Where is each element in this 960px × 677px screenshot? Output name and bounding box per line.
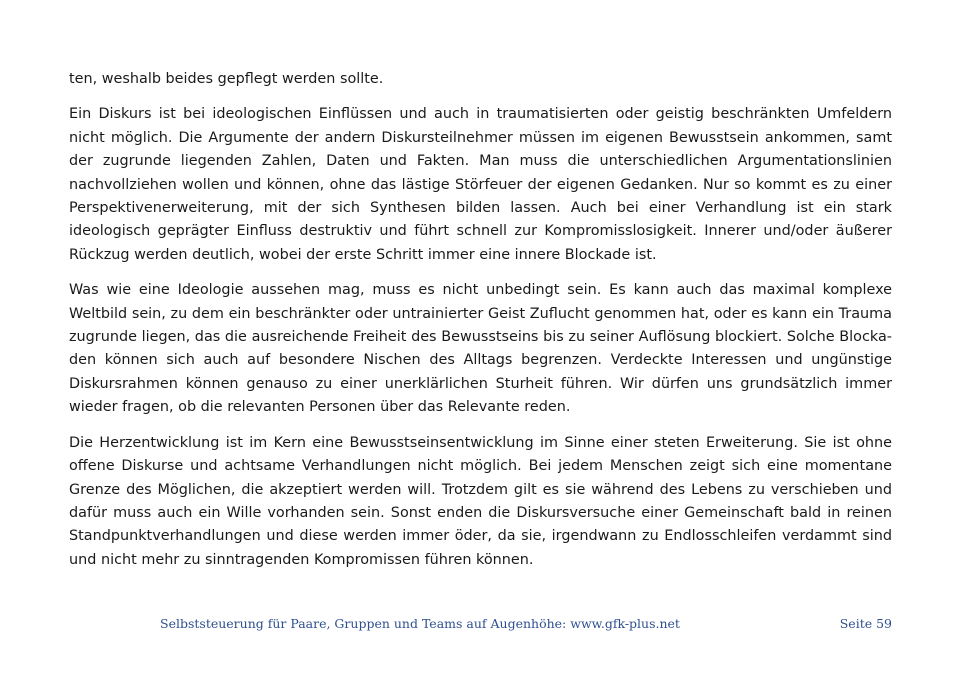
paragraph-herzentwicklung: Die Herzentwicklung ist im Kern eine Bewusstseinsentwicklung im Sinne einer steten Erweiterung. Sie ist ohne offene Diskurse und achtsame Verhandlungen nicht möglich. Bei jedem Menschen zeigt sich eine momentane Grenze des Möglichen, die akzeptiert werden will. Trotzdem gilt es sie während des Lebens zu verschieben und dafür muss auch ein Wille vorhanden sein. Sonst enden die Diskursversuche einer Gemeinschaft bald in reinen Standpunktverhandlungen und diese werden immer öder, da sie, irgendwann zu Endlosschleifen verdammt sind und nicht mehr zu sinntragenden Kompromissen führen können. xyxy=(69,434,892,568)
paragraph-continuation: ten, weshalb beides gepflegt werden sollte. xyxy=(69,71,384,87)
paragraph-ideologie: Was wie eine Ideologie aussehen mag, muss es nicht unbedingt sein. Es kann auch das maximal komplexe Weltbild sein, zu dem ein beschränkter oder untrainierter Geist Zuflucht genommen hat, oder es kann ein Trauma zugrunde liegen, das die ausreichende Freiheit des Bewusstseins bis zu seiner Auflösung blockiert. Solche Blockaden können sich auch auf besondere Nischen des Alltags begrenzen. Verdeckte Interessen und ungünstige Diskursrahmen können genauso zu einer unerklärlichen Sturheit führen. Wir dürfen uns grundsätzlich immer wieder fragen, ob die relevanten Personen über das Relevante reden. xyxy=(69,282,892,416)
footer-title: Selbststeuerung für Paare, Gruppen und Teams auf Augenhöhe: www.gfk-plus.net xyxy=(160,616,680,631)
body-text xyxy=(69,68,892,584)
paragraph-diskurs: Ein Diskurs ist bei ideologischen Einflüssen und auch in traumatisierten oder geistig beschränkten Umfeldern nicht möglich. Die Argumente der andern Diskursteilnehmer müssen im eigenen Bewusstsein ankommen, samt der zugrunde liegenden Zahlen, Daten und Fakten. Man muss die unterschiedlichen Argumentationslinien nachvollziehen wollen und können, ohne das lästige Störfeuer der eigenen Gedanken. Nur so kommt es zu einer Perspektivenerweiterung, mit der sich Synthesen bilden lassen. Auch bei einer Verhandlung ist ein stark ideologisch geprägter Einfluss destruktiv und führt schnell zur Kompromisslosigkeit. Innerer und/oder äußerer Rückzug werden deutlich, wobei der erste Schritt immer eine innere Blockade ist. xyxy=(69,106,892,263)
page-number: Seite 59 xyxy=(839,616,892,631)
